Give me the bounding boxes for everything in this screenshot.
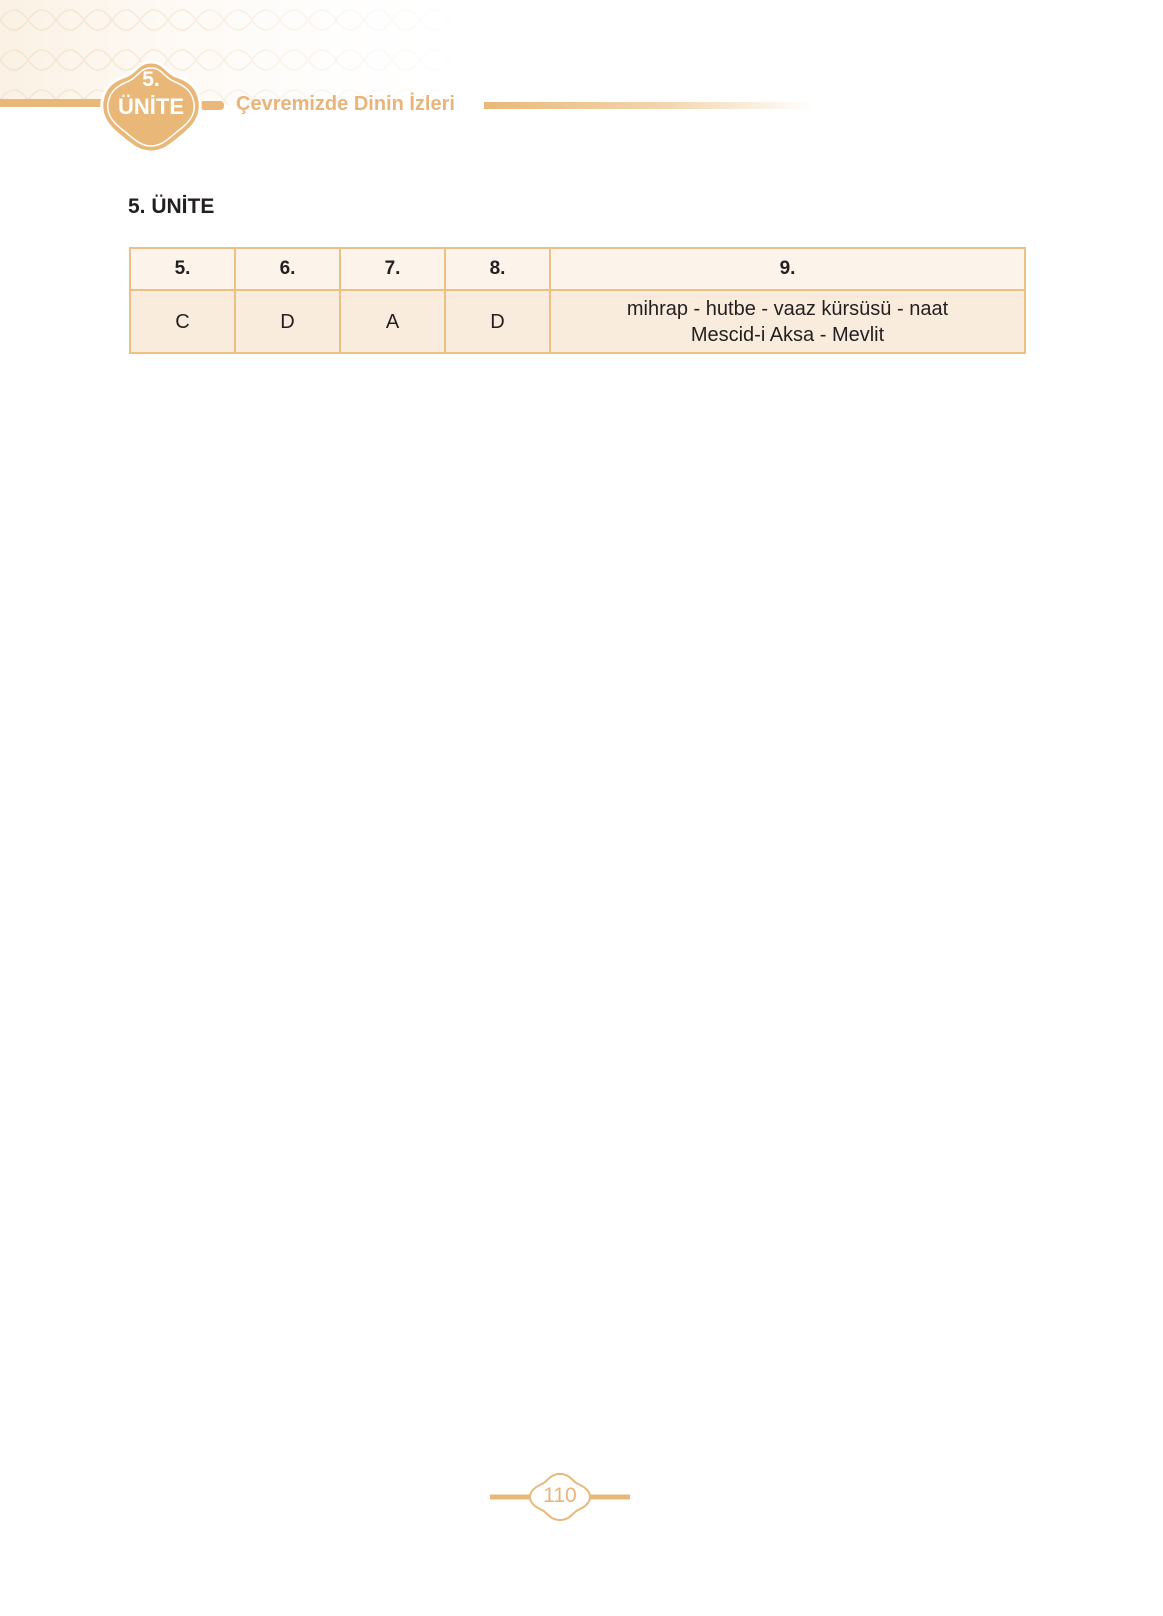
page-number-ornament — [490, 1470, 630, 1524]
answer-cell: D — [235, 290, 340, 353]
unit-label: ÜNİTE — [118, 94, 184, 119]
unit-number: 5. — [142, 68, 160, 91]
question-number-header: 7. — [340, 248, 445, 290]
question-number-header: 8. — [445, 248, 550, 290]
table-header-row — [130, 248, 1025, 290]
page-number: 110 — [543, 1484, 577, 1507]
answer-cell: D — [445, 290, 550, 353]
unit-badge — [92, 58, 210, 156]
question-number-header: 6. — [235, 248, 340, 290]
chapter-title: Çevremizde Dinin İzleri — [236, 93, 455, 115]
decorative-pattern — [0, 0, 480, 105]
question-number-header: 9. — [550, 248, 1025, 290]
header-rule-right — [484, 102, 814, 109]
answer-cell-9 — [550, 290, 1025, 353]
answer-key-table — [129, 247, 1026, 354]
answer-cell: A — [340, 290, 445, 353]
question-number-header: 5. — [130, 248, 235, 290]
answer-cell: C — [130, 290, 235, 353]
answer-9-line-1: mihrap - hutbe - vaaz kürsüsü - naat — [626, 297, 949, 320]
answer-9-line-2: Mescid-i Aksa - Mevlit — [690, 323, 885, 346]
section-heading: 5. ÜNİTE — [128, 195, 215, 218]
table-answer-row — [130, 290, 1025, 353]
